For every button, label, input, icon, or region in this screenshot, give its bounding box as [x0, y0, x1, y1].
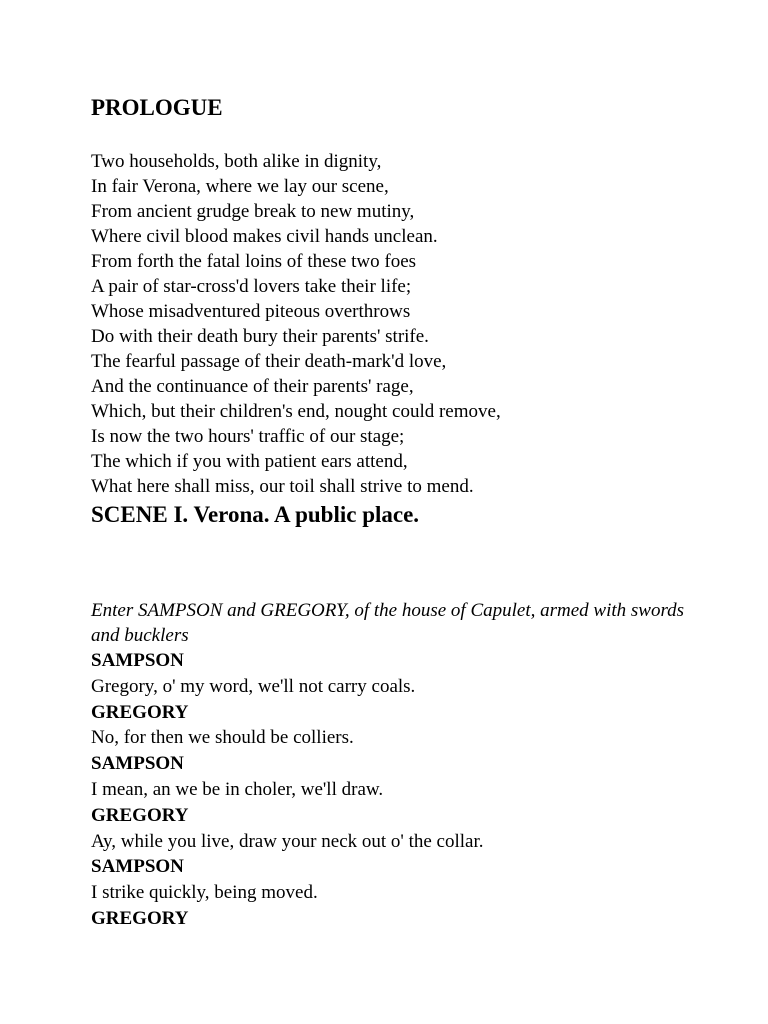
verse-line: Is now the two hours' traffic of our stage;	[91, 426, 405, 447]
speaker-name: GREGORY	[91, 907, 189, 929]
verse-line: In fair Verona, where we lay our scene,	[91, 176, 389, 197]
speech-line: I mean, an we be in choler, we'll draw.	[91, 778, 384, 800]
verse-line: A pair of star-cross'd lovers take their life;	[91, 276, 412, 297]
speaker-name: SAMPSON	[91, 856, 184, 878]
speech-line: No, for then we should be colliers.	[91, 727, 354, 749]
stage-direction: Enter SAMPSON and GREGORY, of the house of Capulet, armed with swords and bucklers	[91, 600, 685, 646]
speech-line: Gregory, o' my word, we'll not carry coals.	[91, 675, 416, 697]
speech-line: Ay, while you live, draw your neck out o' the collar.	[91, 830, 484, 852]
verse-line: And the continuance of their parents' rage,	[91, 376, 414, 397]
verse-line: What here shall miss, our toil shall strive to mend.	[91, 476, 474, 497]
verse-line: The fearful passage of their death-mark'd love,	[91, 351, 447, 372]
prologue-heading: PROLOGUE	[91, 95, 223, 120]
dialogue-list	[91, 648, 484, 932]
scene-heading: SCENE I. Verona. A public place.	[91, 502, 420, 527]
verse-line: Where civil blood makes civil hands unclean.	[91, 226, 438, 247]
speaker-name: SAMPSON	[91, 650, 184, 671]
verse-line: Which, but their children's end, nought could remove,	[91, 401, 501, 422]
verse-line: The which if you with patient ears attend,	[91, 451, 408, 472]
verse-line: From ancient grudge break to new mutiny,	[91, 201, 415, 222]
prologue-verse	[91, 149, 501, 499]
verse-line: Do with their death bury their parents' strife.	[91, 326, 429, 347]
verse-line: Whose misadventured piteous overthrows	[91, 301, 411, 322]
speaker-name: GREGORY	[91, 701, 189, 723]
verse-line: From forth the fatal loins of these two foes	[91, 251, 417, 272]
speaker-name: SAMPSON	[91, 753, 184, 775]
verse-line: Two households, both alike in dignity,	[91, 151, 382, 172]
speech-line: I strike quickly, being moved.	[91, 882, 318, 904]
speaker-name: GREGORY	[91, 804, 189, 826]
